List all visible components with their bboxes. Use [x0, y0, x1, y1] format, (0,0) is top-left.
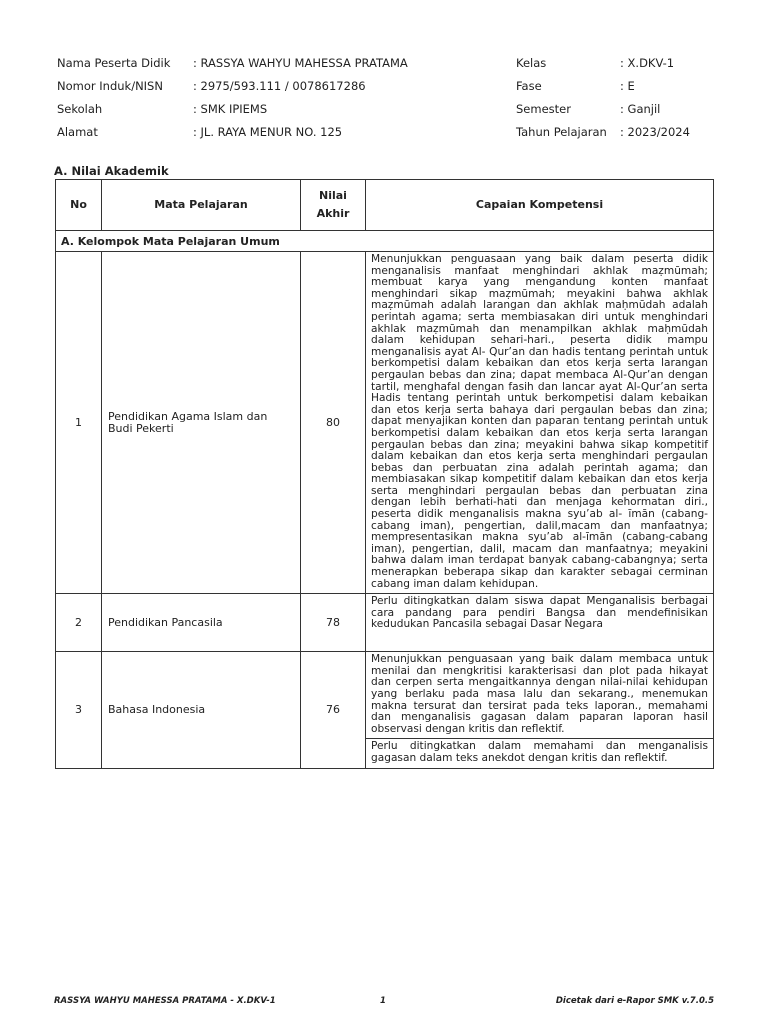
page-footer: [54, 996, 714, 1006]
row-nilai: 76: [301, 652, 366, 768]
footer-printed-by: Dicetak dari e-Rapor SMK v.7.0.5: [555, 996, 714, 1006]
semester-label: Semester: [516, 102, 571, 116]
row-mata-pelajaran: Pendidikan Pancasila: [102, 594, 301, 652]
group-row: [56, 231, 714, 252]
fase-label: Fase: [516, 79, 542, 93]
grades-table: [55, 179, 714, 769]
fase-value: : E: [620, 79, 635, 93]
header-mata-pelajaran: Mata Pelajaran: [102, 180, 301, 231]
row-capaian: [366, 652, 714, 768]
nisn-label: Nomor Induk/NISN: [57, 79, 163, 93]
row-nilai: 78: [301, 594, 366, 652]
nisn-value: : 2975/593.111 / 0078617286: [193, 79, 366, 93]
nama-value: : RASSYA WAHYU MAHESSA PRATAMA: [193, 56, 408, 70]
table-row: [56, 652, 714, 768]
footer-page-number: 1: [380, 996, 386, 1006]
table-row: [56, 252, 714, 594]
row-no: 2: [56, 594, 102, 652]
row-mata-pelajaran: Bahasa Indonesia: [102, 652, 301, 768]
student-info: [57, 56, 717, 148]
table-header-row: [56, 180, 714, 231]
row-mata-pelajaran: Pendidikan Agama Islam dan Budi Pekerti: [102, 252, 301, 594]
sekolah-label: Sekolah: [57, 102, 103, 116]
info-row-alamat: [57, 125, 717, 148]
header-nilai-akhir: Nilai Akhir: [301, 180, 366, 231]
group-label: A. Kelompok Mata Pelajaran Umum: [56, 231, 714, 252]
kelas-label: Kelas: [516, 56, 547, 70]
row-no: 3: [56, 652, 102, 768]
row-capaian: Menunjukkan penguasaan yang baik dalam peserta didik menganalisis manfaat menghindari akhlak maẓmūmah; membuat karya yang mengandung konten manfaat menghindari sikap maẓmūmah; meyakini bahwa akhlak maẓmūmah adalah larangan dan akhlak maḥmūdah adalah perintah agama; serta membiasakan diri untuk menghindari akhlak maẓmūmah dan menampilkan akhlak maḥmūdah dalam kehidupan sehari-hari., peserta didik mampu menganalisis ayat Al- Qur’an dan hadis tentang perintah untuk berkompetisi dalam kebaikan dan etos kerja serta larangan pergaulan bebas dan zina; dapat membaca Al-Qur’an dengan tartil, menghafal dengan fasih dan lancar ayat Al-Qur’an serta Hadis tentang perintah untuk berkompetisi dalam kebaikan dan etos kerja serta bahaya dari pergaulan bebas dan zina; dapat menyajikan konten dan paparan tentang perintah untuk berkompetisi dalam kebaikan dan etos kerja serta larangan pergaulan bebas dan zina; meyakini bahwa sikap kompetitif dalam kebaikan dan etos kerja serta menghindari pergaulan bebas dan perbuatan zina adalah perintah agama; dan membiasakan sikap kompetitif dalam kebaikan dan etos kerja serta menghindari pergaulan bebas dan perbuatan zina dengan lebih berhati-hati dan menjaga kehormatan diri., peserta didik menganalisis makna syu’ab al- īmān (cabang-cabang iman), pengertian, dalil,macam dan manfaatnya; mempresentasikan makna syu’ab al-īmān (cabang-cabang iman), pengertian, dalil, macam dan manfaatnya; meyakini bahwa dalam iman terdapat banyak cabang-cabangnya; serta menerapkan beberapa sikap dan karakter sebagai cerminan cabang iman dalam kehidupan.: [366, 252, 714, 594]
info-row-nisn: [57, 79, 717, 102]
capaian-blocks: [366, 652, 713, 767]
section-title: A. Nilai Akademik: [54, 164, 169, 178]
tahun-label: Tahun Pelajaran: [516, 125, 607, 139]
table-row: [56, 594, 714, 652]
kelas-value: : X.DKV-1: [620, 56, 675, 70]
alamat-label: Alamat: [57, 125, 98, 139]
capaian-block: Perlu ditingkatkan dalam memahami dan menganalisis gagasan dalam teks anekdot dengan kritis dan reflektif.: [366, 738, 713, 767]
row-nilai: 80: [301, 252, 366, 594]
capaian-block: Menunjukkan penguasaan yang baik dalam membaca untuk menilai dan mengkritisi karakterisasi dan plot pada hikayat dan cerpen serta mengaitkannya dengan nilai-nilai kehidupan yang berlaku pada masa lalu dan sekarang., menemukan makna tersurat dan tersirat pada teks laporan., memahami dan menganalisis gagasan dalam paparan laporan hasil observasi dengan kritis dan reflektif.: [371, 653, 708, 735]
nama-label: Nama Peserta Didik: [57, 56, 171, 70]
alamat-value: : JL. RAYA MENUR NO. 125: [193, 125, 343, 139]
semester-value: : Ganjil: [620, 102, 661, 116]
sekolah-value: : SMK IPIEMS: [193, 102, 268, 116]
info-row-sekolah: [57, 102, 717, 125]
header-no: No: [56, 180, 102, 231]
info-row-nama: [57, 56, 717, 79]
header-capaian-kompetensi: Capaian Kompetensi: [366, 180, 714, 231]
row-no: 1: [56, 252, 102, 594]
tahun-value: : 2023/2024: [620, 125, 690, 139]
footer-student: RASSYA WAHYU MAHESSA PRATAMA - X.DKV-1: [54, 996, 276, 1006]
row-capaian: Perlu ditingkatkan dalam siswa dapat Menganalisis berbagai cara pandang para pendiri Bangsa dan mendefinisikan kedudukan Pancasila sebagai Dasar Negara: [366, 594, 714, 652]
